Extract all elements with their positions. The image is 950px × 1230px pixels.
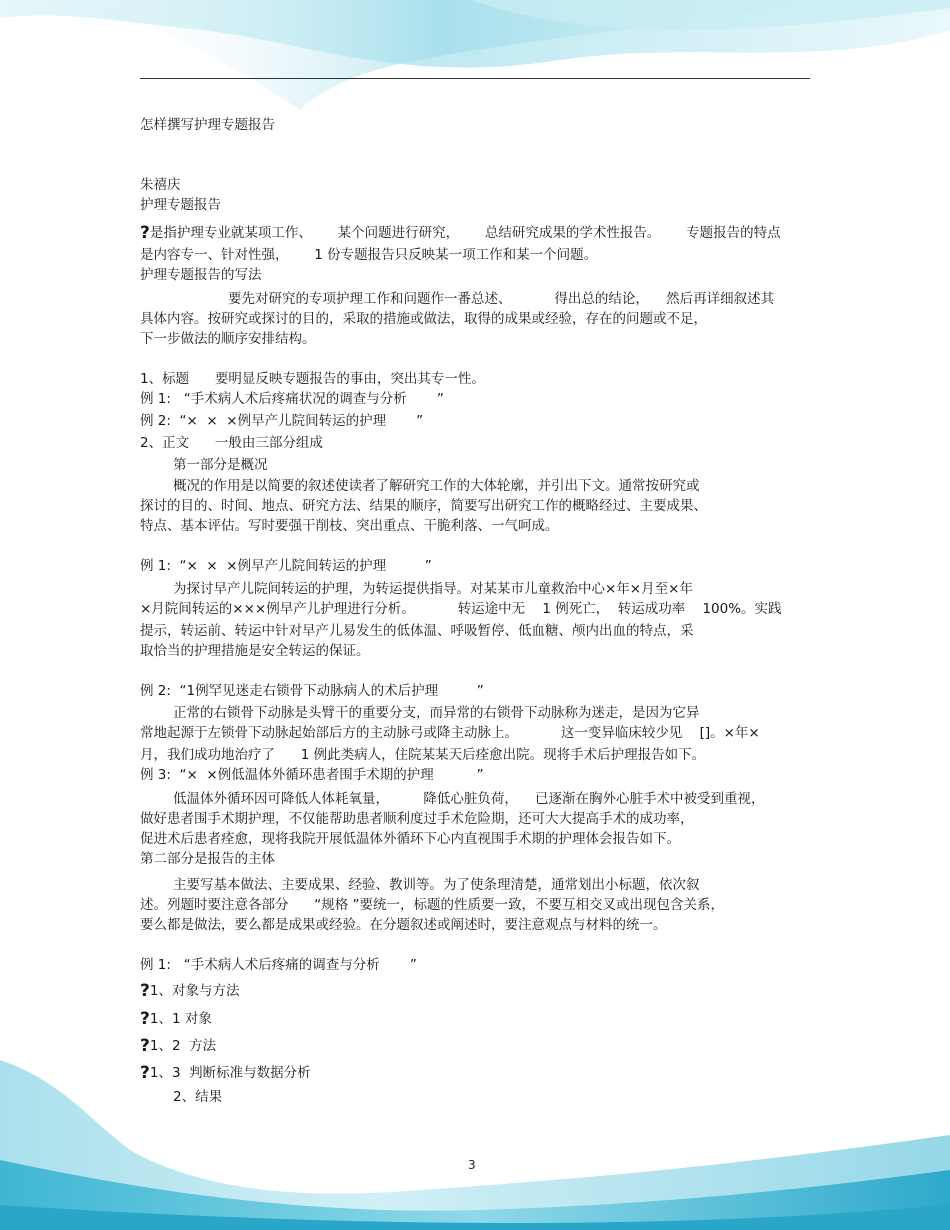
example-2-line: 月，我们成功地治疗了 1 例此类病人，住院某某天后痊愈出院。现将手术后护理报告如下。: [140, 747, 706, 763]
bullet-mark: ?: [140, 1063, 150, 1083]
part-two-para-line: 述。列题时要注意各部分 “规格 ”要统一，标题的性质要一致，不要互相交叉或出现包含关系，: [140, 897, 725, 913]
part-one-para-line: 概况的作用是以简要的叙述使读者了解研究工作的大体轮廓，并引出下文。通常按研究或: [173, 478, 700, 494]
bullet-mark: ?: [140, 1009, 150, 1029]
example-1-title: 例 1: “× × ×例早产儿院间转运的护理 ”: [140, 558, 432, 574]
example-3-line: 做好患者围手术期护理，不仅能帮助患者顺利度过手术危险期，还可大大提高手术的成功率，: [140, 811, 694, 827]
example-1-line: 提示，转运前、转运中针对早产儿易发生的低体温、呼吸暂停、低血糖、颅内出血的特点，采: [140, 623, 694, 639]
bullet-mark: ?: [140, 223, 150, 243]
writing-para-line: 要先对研究的专项护理工作和问题作一番总述、 得出总的结论， 然后再详细叙述其: [228, 291, 775, 307]
part-two-para-line: 主要写基本做法、主要成果、经验、教训等。为了使条理清楚，通常划出小标题，依次叙: [173, 877, 700, 893]
part-two-heading: 第二部分是报告的主体: [140, 851, 275, 867]
writing-para-line: 下一步做法的顺序安排结构。: [140, 331, 316, 347]
bullet-mark: ?: [140, 981, 150, 1001]
header-rule: [140, 78, 810, 79]
outline-item: 2、结果: [173, 1089, 223, 1105]
outline-item: ?1、3 判断标准与数据分析: [140, 1063, 311, 1083]
author-name: 朱禧庆: [140, 177, 181, 193]
section-label: 护理专题报告: [140, 197, 221, 213]
definition-line-2: 是内容专一、针对性强， 1 份专题报告只反映某一项工作和某一个问题。: [140, 247, 598, 263]
part-one-heading: 第一部分是概况: [173, 457, 268, 473]
part-one-para-line: 特点、基本评估。写时要强干削枝、突出重点、干脆利落、一气呵成。: [140, 518, 559, 534]
outline-item: ?1、对象与方法: [140, 981, 240, 1001]
title-example-1: 例 1: “手术病人术后疼痛状况的调查与分析 ”: [140, 391, 444, 407]
example-3-line: 低温体外循环因可降低人体耗氧量， 降低心脏负荷， 已逐渐在胸外心脏手术中被受到重视，: [173, 791, 765, 807]
part-one-para-line: 探讨的目的、时间、地点、研究方法、结果的顺序，简要写出研究工作的概略经过、主要成果、: [140, 498, 707, 514]
example-1-line: ×月院间转运的×××例早产儿护理进行分析。 转运途中无 1 例死亡， 转运成功率 100%。实践: [140, 601, 782, 617]
bullet-mark: ?: [140, 1036, 150, 1056]
definition-line-1: ?是指护理专业就某项工作、 某个问题进行研究， 总结研究成果的学术性报告。 专题报告的特点: [140, 223, 781, 243]
example-1-line: 取恰当的护理措施是安全转运的保证。: [140, 643, 370, 659]
example-2-title: 例 2: “1例罕见迷走右锁骨下动脉病人的术后护理 ”: [140, 683, 484, 699]
example-2-line: 常地起源于左锁骨下动脉起始部后方的主动脉弓或降主动脉上。 这一变异临床较少见 []。×年×: [140, 725, 760, 741]
example-3-title: 例 3: “× ×例低温体外循环患者围手术期的护理 ”: [140, 767, 484, 783]
outline-item: ?1、2 方法: [140, 1036, 217, 1056]
header-title: 怎样撰写护理专题报告: [140, 117, 275, 133]
outline-item: ?1、1 对象: [140, 1009, 212, 1029]
body-item: 2、正文 一般由三部分组成: [140, 435, 323, 451]
title-item: 1、标题 要明显反映专题报告的事由，突出其专一性。: [140, 371, 485, 387]
example-2-line: 正常的右锁骨下动脉是头臂干的重要分支，而异常的右锁骨下动脉称为迷走，是因为它异: [173, 705, 700, 721]
example-1-line: 为探讨早产儿院间转运的护理，为转运提供指导。对某某市儿童救治中心×年×月至×年: [173, 581, 693, 597]
writing-para-line: 具体内容。按研究或探讨的目的，采取的措施或做法，取得的成果或经验，存在的问题或不足，: [140, 311, 707, 327]
part-two-example: 例 1: “手术病人术后疼痛的调查与分析 ”: [140, 957, 417, 973]
part-two-para-line: 要么都是做法，要么都是成果或经验。在分题叙述或阐述时，要注意观点与材料的统一。: [140, 917, 667, 933]
page-number: 3: [468, 1158, 476, 1172]
title-example-2: 例 2: “× × ×例早产儿院间转运的护理 ”: [140, 413, 424, 429]
writing-heading: 护理专题报告的写法: [140, 267, 262, 283]
example-3-line: 促进术后患者痊愈，现将我院开展低温体外循环下心内直视围手术期的护理体会报告如下。: [140, 831, 680, 847]
